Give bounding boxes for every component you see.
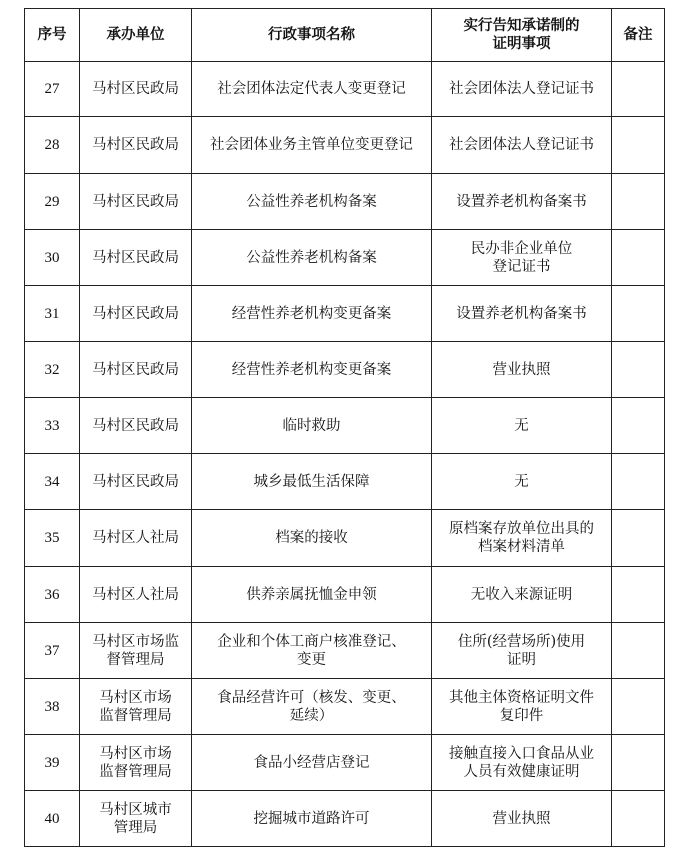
handling-unit-cell — [80, 510, 192, 567]
proof-item-cell — [432, 735, 612, 791]
remarks-cell — [612, 510, 665, 567]
item-name-cell — [192, 735, 432, 791]
handling-unit-line: 马村区民政局 — [92, 193, 179, 210]
item-name-line: 临时救助 — [282, 417, 341, 434]
proof-item-cell — [432, 791, 612, 847]
handling-unit-cell — [80, 62, 192, 117]
table-row — [25, 117, 665, 174]
remarks-cell — [612, 342, 665, 398]
table-row — [25, 623, 665, 679]
item-name-cell — [192, 342, 432, 398]
handling-unit-line: 督管理局 — [106, 651, 165, 668]
proof-item-cell — [432, 679, 612, 735]
table-row — [25, 454, 665, 510]
remarks-cell — [612, 679, 665, 735]
table-row — [25, 286, 665, 342]
proof-item-line: 证明 — [507, 651, 536, 668]
item-name-line: 供养亲属抚恤金申领 — [246, 586, 377, 603]
serial-number-cell: 37 — [25, 623, 80, 679]
header-proof-line: 实行告知承诺制的 — [463, 18, 580, 34]
handling-unit-line: 马村区人社局 — [92, 586, 179, 603]
handling-unit-line: 马村区民政局 — [92, 249, 179, 266]
proof-item-line: 无 — [514, 417, 529, 434]
table-row — [25, 230, 665, 286]
item-name-line: 城乡最低生活保障 — [253, 473, 370, 490]
item-name-cell — [192, 230, 432, 286]
item-name-cell — [192, 117, 432, 174]
handling-unit-line: 马村区市场 — [99, 689, 172, 706]
item-name-line: 食品小经营店登记 — [253, 754, 370, 771]
proof-item-cell — [432, 174, 612, 230]
handling-unit-line: 马村区市场 — [99, 745, 172, 762]
item-name-line: 社会团体法定代表人变更登记 — [217, 81, 406, 97]
handling-unit-cell — [80, 454, 192, 510]
item-name-line: 经营性养老机构变更备案 — [231, 361, 392, 378]
item-name-cell — [192, 174, 432, 230]
handling-unit-cell — [80, 679, 192, 735]
serial-number-cell: 33 — [25, 398, 80, 454]
proof-item-line: 复印件 — [499, 707, 544, 724]
proof-item-cell — [432, 230, 612, 286]
proof-item-cell — [432, 62, 612, 117]
handling-unit-line: 马村区城市 — [99, 801, 172, 818]
handling-unit-cell — [80, 398, 192, 454]
header-row — [25, 9, 665, 62]
notification-commitment-table — [24, 8, 665, 847]
header-item-name: 行政事项名称 — [192, 9, 432, 62]
item-name-cell — [192, 286, 432, 342]
table-row — [25, 567, 665, 623]
handling-unit-cell — [80, 623, 192, 679]
proof-item-line: 无收入来源证明 — [470, 586, 573, 603]
table-row — [25, 791, 665, 847]
handling-unit-line: 监督管理局 — [99, 707, 172, 724]
table-row — [25, 62, 665, 117]
table-row — [25, 342, 665, 398]
header-remarks: 备注 — [612, 9, 665, 62]
handling-unit-line: 马村区市场监 — [92, 633, 179, 650]
handling-unit-line: 马村区民政局 — [92, 473, 179, 490]
handling-unit-line: 马村区民政局 — [92, 417, 179, 434]
remarks-cell — [612, 62, 665, 117]
item-name-cell — [192, 510, 432, 567]
header-serial-number: 序号 — [25, 9, 80, 62]
item-name-cell — [192, 567, 432, 623]
handling-unit-line: 马村区民政局 — [92, 137, 179, 153]
proof-item-line: 档案材料清单 — [478, 539, 565, 555]
proof-item-line: 社会团体法人登记证书 — [449, 137, 594, 153]
remarks-cell — [612, 286, 665, 342]
proof-item-cell — [432, 117, 612, 174]
item-name-line: 社会团体业务主管单位变更登记 — [210, 137, 413, 153]
proof-item-line: 社会团体法人登记证书 — [449, 81, 594, 97]
serial-number-cell: 38 — [25, 679, 80, 735]
item-name-cell — [192, 454, 432, 510]
item-name-cell — [192, 623, 432, 679]
proof-item-line: 民办非企业单位 — [470, 240, 573, 257]
table-row — [25, 398, 665, 454]
proof-item-line: 设置养老机构备案书 — [456, 305, 587, 322]
remarks-cell — [612, 174, 665, 230]
handling-unit-line: 马村区民政局 — [92, 81, 179, 97]
item-name-line: 食品经营许可（核发、变更、 — [217, 689, 406, 706]
proof-item-line: 营业执照 — [492, 810, 551, 827]
proof-item-cell — [432, 623, 612, 679]
serial-number-cell: 34 — [25, 454, 80, 510]
serial-number-cell: 29 — [25, 174, 80, 230]
serial-number-cell: 32 — [25, 342, 80, 398]
item-name-line: 延续） — [289, 707, 334, 724]
proof-item-cell — [432, 567, 612, 623]
serial-number-cell: 36 — [25, 567, 80, 623]
item-name-line: 公益性养老机构备案 — [246, 193, 377, 210]
serial-number-cell: 27 — [25, 62, 80, 117]
item-name-cell — [192, 679, 432, 735]
header-proof-line: 证明事项 — [492, 36, 551, 52]
proof-item-line: 原档案存放单位出具的 — [449, 521, 594, 537]
handling-unit-line: 马村区民政局 — [92, 305, 179, 322]
handling-unit-line: 马村区民政局 — [92, 361, 179, 378]
remarks-cell — [612, 623, 665, 679]
proof-item-line: 住所(经营场所)使用 — [457, 633, 586, 650]
proof-item-line: 设置养老机构备案书 — [456, 193, 587, 210]
handling-unit-cell — [80, 174, 192, 230]
item-name-line: 挖掘城市道路许可 — [253, 810, 370, 827]
item-name-line: 档案的接收 — [275, 530, 348, 546]
table-row — [25, 679, 665, 735]
proof-item-line: 登记证书 — [492, 258, 551, 275]
proof-item-line: 人员有效健康证明 — [463, 763, 580, 780]
proof-item-line: 接触直接入口食品从业 — [449, 745, 594, 762]
handling-unit-line: 马村区人社局 — [92, 530, 179, 546]
item-name-cell — [192, 791, 432, 847]
handling-unit-cell — [80, 735, 192, 791]
item-name-line: 经营性养老机构变更备案 — [231, 305, 392, 322]
proof-item-line: 其他主体资格证明文件 — [449, 689, 594, 706]
table-row — [25, 510, 665, 567]
header-proof-item — [432, 9, 612, 62]
item-name-line: 变更 — [297, 651, 326, 668]
proof-item-cell — [432, 510, 612, 567]
serial-number-cell: 35 — [25, 510, 80, 567]
handling-unit-line: 管理局 — [113, 819, 158, 836]
serial-number-cell: 28 — [25, 117, 80, 174]
table-row — [25, 174, 665, 230]
handling-unit-cell — [80, 230, 192, 286]
item-name-cell — [192, 398, 432, 454]
remarks-cell — [612, 454, 665, 510]
item-name-line: 公益性养老机构备案 — [246, 249, 377, 266]
handling-unit-line: 监督管理局 — [99, 763, 172, 780]
remarks-cell — [612, 791, 665, 847]
remarks-cell — [612, 735, 665, 791]
serial-number-cell: 40 — [25, 791, 80, 847]
proof-item-cell — [432, 342, 612, 398]
remarks-cell — [612, 230, 665, 286]
serial-number-cell: 39 — [25, 735, 80, 791]
item-name-line: 企业和个体工商户核准登记、 — [217, 633, 406, 650]
table-row — [25, 735, 665, 791]
proof-item-line: 无 — [514, 473, 529, 490]
remarks-cell — [612, 567, 665, 623]
item-name-cell — [192, 62, 432, 117]
handling-unit-cell — [80, 342, 192, 398]
handling-unit-cell — [80, 567, 192, 623]
handling-unit-cell — [80, 791, 192, 847]
proof-item-cell — [432, 286, 612, 342]
serial-number-cell: 31 — [25, 286, 80, 342]
remarks-cell — [612, 117, 665, 174]
proof-item-line: 营业执照 — [492, 361, 551, 378]
handling-unit-cell — [80, 286, 192, 342]
header-handling-unit: 承办单位 — [80, 9, 192, 62]
remarks-cell — [612, 398, 665, 454]
handling-unit-cell — [80, 117, 192, 174]
proof-item-cell — [432, 454, 612, 510]
serial-number-cell: 30 — [25, 230, 80, 286]
proof-item-cell — [432, 398, 612, 454]
